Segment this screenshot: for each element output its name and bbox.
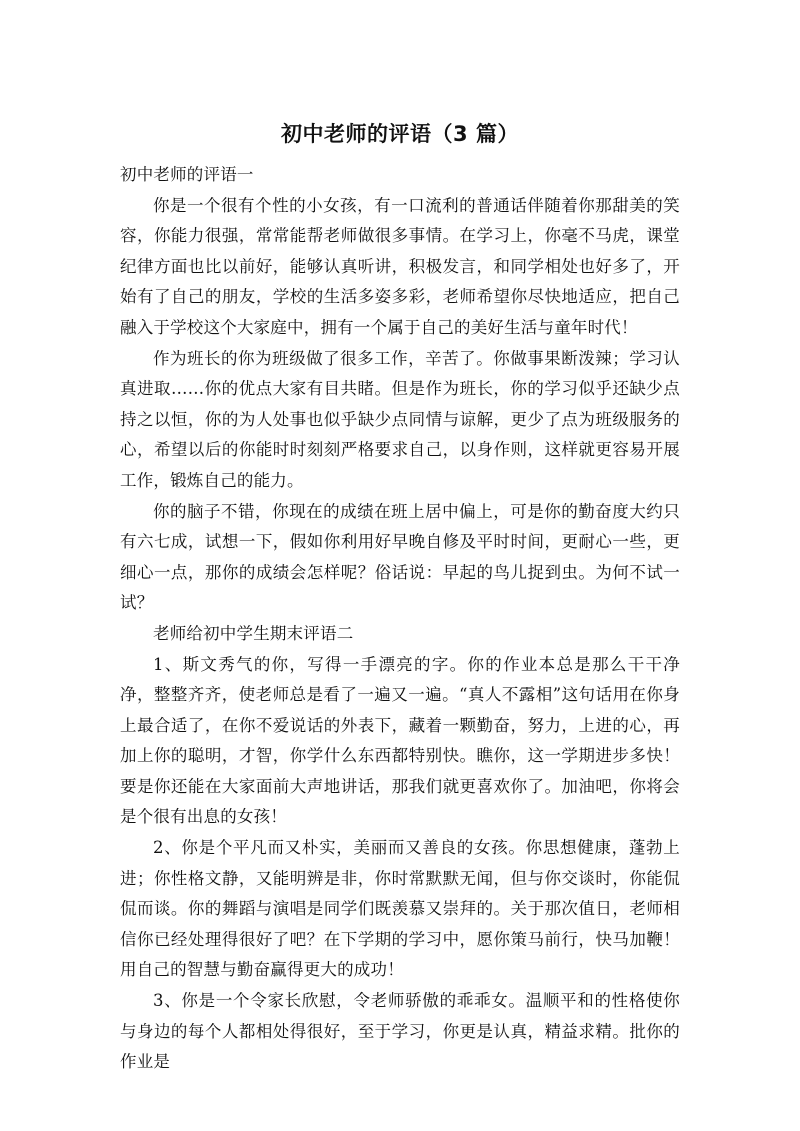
paragraph: 你的脑子不错，你现在的成绩在班上居中偏上，可是你的勤奋度大约只有六七成，试想一下，假如你利用好早晚自修及平时时间，更耐心一些，更细心一点，那你的成绩会怎样呢？俗话说：早起的鸟儿捉到虫。为何不试一试？	[120, 501, 680, 613]
paragraph: 你是一个很有个性的小女孩，有一口流利的普通话伴随着你那甜美的笑容，你能力很强，常常能帮老师做很多事情。在学习上，你毫不马虎，课堂纪律方面也比以前好，能够认真听讲，积极发言，和同学相处也好多了，开始有了自己的朋友，学校的生活多姿多彩，老师希望你尽快地适应，把自己融入于学校这个大家庭中，拥有一个属于自己的美好生活与童年时代！	[120, 195, 680, 337]
section-heading-2: 老师给初中学生期末评语二	[153, 623, 354, 643]
section-heading-1: 初中老师的评语一	[120, 165, 254, 184]
paragraph: 作为班长的你为班级做了很多工作，辛苦了。你做事果断泼辣；学习认真进取……你的优点大家有目共睹。但是作为班长，你的学习似乎还缺少点持之以恒，你的为人处事也似乎缺少点同情与谅解，更少了点为班级服务的心，希望以后的你能时时刻刻严格要求自己，以身作则，这样就更容易开展工作，锻炼自己的能力。	[120, 348, 680, 490]
document-title: 初中老师的评语（3 篇）	[281, 122, 519, 146]
document-body	[120, 160, 680, 1078]
paragraph: 3、你是一个令家长欣慰，令老师骄傲的乖乖女。温顺平和的性格使你与身边的每个人都相处得很好，至于学习，你更是认真，精益求精。批你的作业是	[120, 991, 680, 1072]
paragraph: 1、斯文秀气的你，写得一手漂亮的字。你的作业本总是那么干干净净，整整齐齐，使老师总是看了一遍又一遍。“真人不露相”这句话用在你身上最合适了，在你不爱说话的外表下，藏着一颗勤奋，努力，上进的心，再加上你的聪明，才智，你学什么东西都特别快。瞧你，这一学期进步多快！要是你还能在大家面前大声地讲话，那我们就更喜欢你了。加油吧，你将会是个很有出息的女孩！	[120, 654, 680, 827]
paragraph: 2、你是个平凡而又朴实，美丽而又善良的女孩。你思想健康，蓬勃上进；你性格文静，又能明辨是非，你时常默默无闻，但与你交谈时，你能侃侃而谈。你的舞蹈与演唱是同学们既羡慕又崇拜的。关于那次值日，老师相信你已经处理得很好了吧？在下学期的学习中，愿你策马前行，快马加鞭！用自己的智慧与勤奋赢得更大的成功！	[120, 838, 680, 980]
